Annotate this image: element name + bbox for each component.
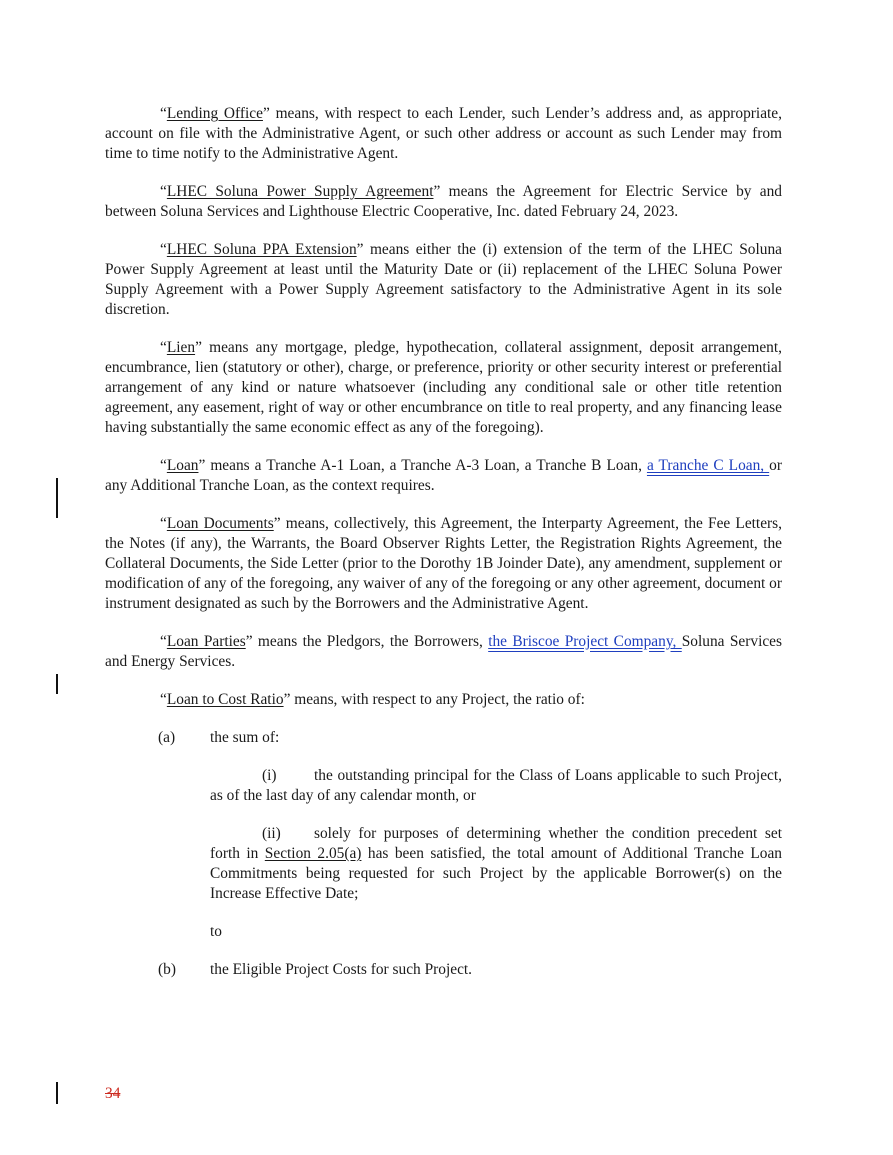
clause-i: (i) the outstanding principal for the Class of Loans applicable to such Project, as of the last day of any calendar month, or <box>210 767 782 804</box>
definition-lhec-ppa-extension: “LHEC Soluna PPA Extension” means either the (i) extension of the term of the LHEC Soluna Power Supply Agreement at least until the Maturity Date or (ii) replacement of the LHEC Soluna Power Supply Agreement with a Power Supply Agreement satisfactory to the Administrative Agent in its sole discretion. <box>105 241 782 318</box>
defined-term: LHEC Soluna PPA Extension <box>166 241 357 258</box>
clause-label: (b) <box>158 961 176 978</box>
clause-label: (ii) <box>262 825 281 842</box>
clause-ii: (ii) solely for purposes of determining whether the condition precedent set forth in Section 2.05(a) has been satisfied, the total amount of Additional Tranche Loan Commitments being requested for such Project by the applicable Borrower(s) on the Increase Effective Date; <box>210 825 782 902</box>
definition-lien: “Lien” means any mortgage, pledge, hypothecation, collateral assignment, deposit arrangement, encumbrance, lien (statutory or other), charge, or preference, priority or other security interest or preferential arrangement of any kind or nature whatsoever (including any conditional sale or other title retention agreement, any easement, right of way or other encumbrance on title to real property, and any financing lease having substantially the same economic effect as any of the foregoing). <box>105 339 782 436</box>
definition-loan-parties: “Loan Parties” means the Pledgors, the Borrowers, the Briscoe Project Company, Soluna Services and Energy Services. <box>105 633 783 670</box>
definition-loan-documents: “Loan Documents” means, collectively, this Agreement, the Interparty Agreement, the Fee Letters, the Notes (if any), the Warrants, the Board Observer Rights Letter, the Registration Rights Agreement, the Collateral Documents, the Side Letter (prior to the Dorothy 1B Joinder Date), any amendment, supplement or modification of any of the foregoing, any waiver of any of the foregoing or any other agreement, document or instrument designated as such by the Borrowers and the Administrative Agent. <box>105 515 782 612</box>
defined-term: LHEC Soluna Power Supply Agreement <box>166 183 434 200</box>
clause-b: (b) the Eligible Project Costs for such Project. <box>158 961 473 978</box>
inserted-text: the Briscoe Project Company, <box>488 633 682 650</box>
clause-a: (a) the sum of: <box>158 729 280 746</box>
clause-label: (i) <box>262 767 277 784</box>
definition-loan-to-cost-ratio: “Loan to Cost Ratio” means, with respect to any Project, the ratio of: <box>160 691 585 708</box>
page-number: 34 <box>105 1085 121 1102</box>
defined-term: Loan to Cost Ratio <box>166 691 284 708</box>
definition-lhec-power-supply-agreement: “LHEC Soluna Power Supply Agreement” means the Agreement for Electric Service by and between Soluna Services and Lighthouse Electric Cooperative, Inc. dated February 24, 2023. <box>105 183 782 220</box>
defined-term: Loan Parties <box>166 633 246 650</box>
defined-term: Loan Documents <box>166 515 274 532</box>
inserted-text: a Tranche C Loan, <box>646 457 770 474</box>
defined-term: Lien <box>166 339 196 356</box>
to-connector: to <box>210 923 222 940</box>
defined-term: Loan <box>166 457 199 474</box>
clause-label: (a) <box>158 729 176 746</box>
document-body <box>105 104 782 998</box>
definition-lending-office: “Lending Office” means, with respect to each Lender, such Lender’s address and, as appropriate, account on file with the Administrative Agent, or such other address or account as such Lender may from time to time notify to the Administrative Agent. <box>105 105 782 162</box>
definition-loan: “Loan” means a Tranche A-1 Loan, a Tranche A-3 Loan, a Tranche B Loan, a Tranche C Loan, or any Additional Tranche Loan, as the context requires. <box>105 457 782 494</box>
section-reference: Section 2.05(a) <box>264 845 362 862</box>
change-bar-loan-parties <box>56 674 58 694</box>
change-bar-page-number <box>56 1082 58 1104</box>
change-bar-loan <box>56 478 58 518</box>
defined-term: Lending Office <box>166 105 263 122</box>
